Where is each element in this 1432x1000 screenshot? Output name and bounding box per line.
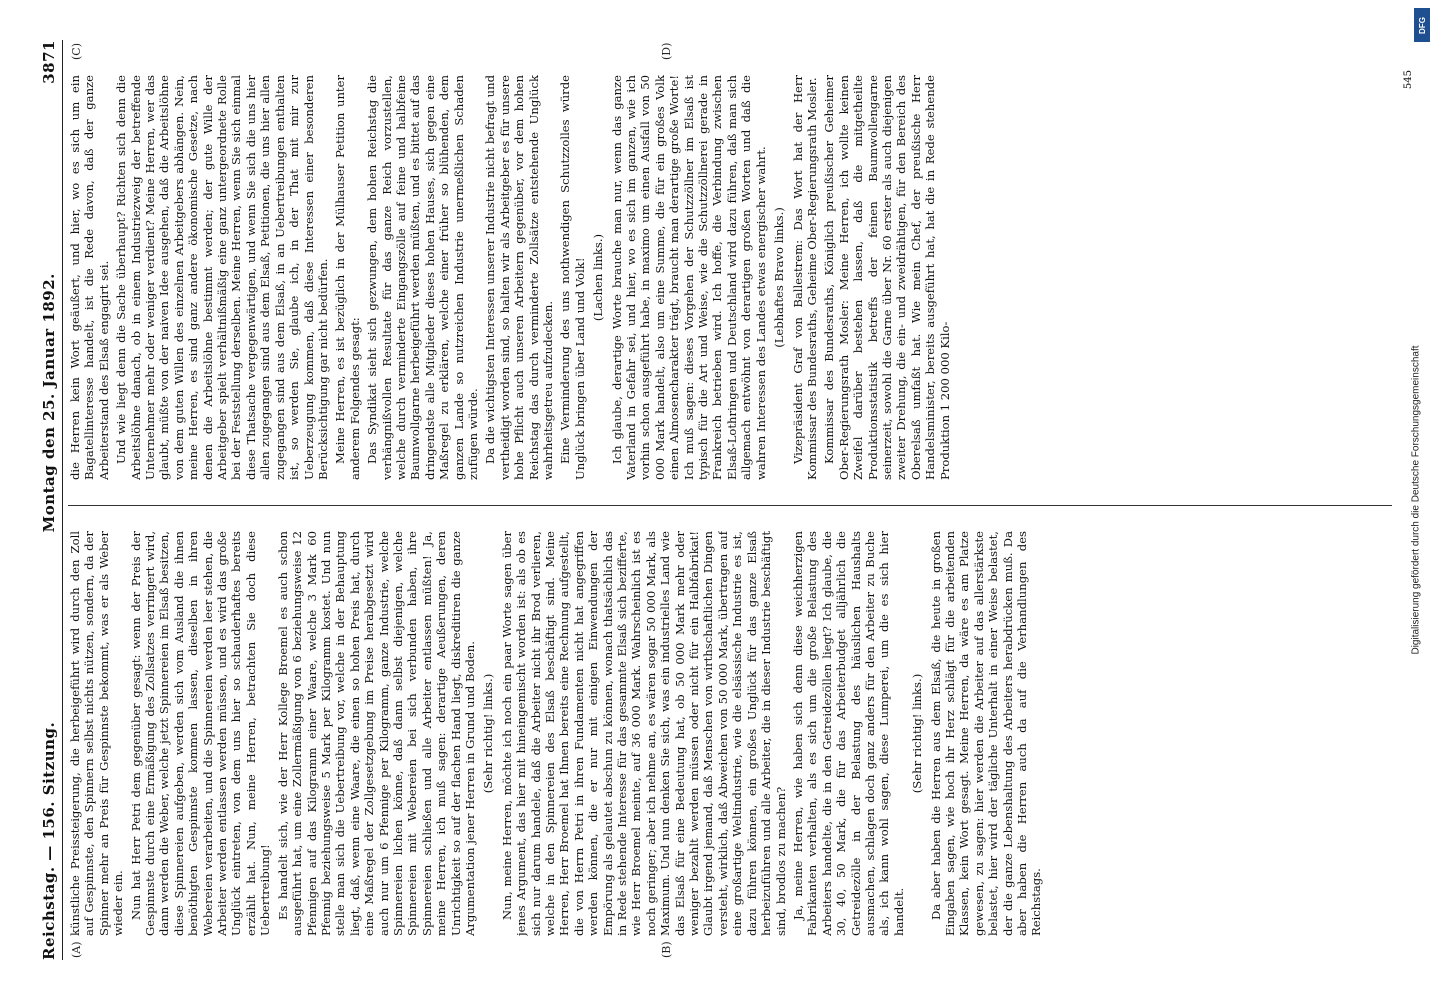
page-header [18, 40, 63, 960]
credit-text: Digitalisierung gefördert durch die Deutsche Forschungsgemeinschaft [1410, 345, 1422, 655]
sheet-number: 545 [1403, 70, 1414, 90]
header-publication: Reichstag. — 156. Sitzung. [40, 721, 58, 960]
right-text-column [68, 75, 1392, 480]
interjection: (Sehr richtig! links.) [481, 673, 496, 794]
digitization-credit [1405, 10, 1427, 990]
paragraph: Ja, meine Herren, wie haben sich denn diese weichherzigen Fabrikanten verhalten, als es sich um die große Belastung des Arbeiters handelte, die in den Getreidezöllen liegt? Ich glaube, die 30, 40, 50 Mark, die für das Arbeiterbudget alljährlich die Getreidezölle in der Belastung des häuslichen Haushalts ausmachen, schlagen doch ganz anders für den Arbeiter zu Buche als, ich kann wohl sagen, diese Lumperei, um die es sich hier handelt. [790, 531, 906, 936]
margin-mark-b: (B) [660, 941, 673, 958]
paragraph: Es handelt sich, wie der Herr Kollege Broemel es auch schon ausgeführt hat, um eine Zollermäßigung von 6 beziehungsweise 12 Pfennigen auf das Kilogramm einer Waare, welche 3 Mark 60 Pfennig beziehungsweise 5 Mark per Kilogramm kostet. Und nun stelle man sich die Uebertreibung vor, welche in der Behauptung liegt, daß, wenn eine Waare, die einen so hohen Preis hat, durch eine Maßregel der Zollgesetzgebung im Preise herabgesetzt wird auch nur um 6 Pfennige per Kilogramm, ganze Industrie, welche Spinnereien lichen könne, daß dann selbst diejenigen, welche Spinnereien mit Webereien bei sich verbunden haben, ihre Spinnereien schließen und alle Arbeiter entlassen müßten! Ja, meine Herren, ich muß sagen: derartige Aeußerungen, deren Unrichtigkeit so auf der flachen Hand liegt, diskreditiren die ganze Argumentation jener Herren in Grund und Boden. [275, 531, 477, 936]
dfg-logo [1414, 8, 1430, 42]
header-page-number: 3871 [40, 40, 58, 84]
paragraph: Meine Herren, es ist bezüglich in der Mülhauser Petition unter anderem Folgendes gesagt: [333, 75, 362, 480]
paragraph: Ich glaube, derartige Worte brauche man nur, wenn das ganze Vaterland in Gefahr sei, und hier, wo es sich im ganzen, wie ich vorhin schon ausgeführt habe, in maximo um einen Ausfall von 50 000 Mark handelt, also um eine Summe, die für ein großes Volk einen Almosencharakter trägt, braucht man derartige große Worte! Ich muß sagen: dieses Vorgehen der Schutzzöllner im Elsaß ist typisch für die Art und Weise, wie die Schutzzöllnerei gerade in Frankreich betrieben wird. Ich hoffe, die Verbindung zwischen Elsaß-Lothringen und Deutschland wird dazu führen, daß man sich allgemach entwöhnt von derartigen großen Worten und daß die wahren Interessen des Landes etwas energischer wahrt. [609, 75, 768, 480]
paragraph: Vizepräsident Graf von Ballestrem: Das Wort hat der Herr Kommissar des Bundesraths, Geheime Ober-Regierungsrath Mosler. [790, 75, 819, 480]
paragraph: künstliche Preissteigerung, die herbeigeführt wird durch den Zoll auf Gespinnste, den Spinnern selbst nichts nützen, sondern, da der Spinner mehr an Preis für Gespinnste bekommt, was er als Weber wieder ein. [68, 531, 126, 936]
quoted-paragraph: Da die wichtigsten Interessen unserer Industrie nicht befragt und vertheidigt worden sind, so halten wir als Arbeitgeber es für unsere hohe Pflicht auch unseren Arbeitern gegenüber, vor dem hohen Reichstag das durch verminderte Zollsätze entstehende Unglück wahrheitsgetreu aufzudecken. [483, 75, 555, 480]
interjection: (Lebhaftes Bravo links.) [772, 207, 787, 348]
interjection: (Sehr richtig! links.) [910, 673, 925, 794]
margin-mark-c: (C) [70, 43, 83, 60]
paragraph: Nun, meine Herren, möchte ich noch ein paar Worte sagen über jenes Argument, das hier mit hineingemischt worden ist: als ob es sich nur darum handele, daß die Arbeiter nicht ihr Brod verlieren, welche in den Spinnereien des Elsaß beschäftigt sind. Meine Herren, Herr Broemel hat Ihnen bereits eine Rechnung aufgestellt, die von Herrn Petri in ihren Fundamenten nicht hat angegriffen werden können, die er nur mit einigen Einwendungen der Empörung als gelautet abschun zu können, wonach thatsächlich das in Rede stehende Interesse für das gesammte Elsaß sich bezifferte, wie Herr Broemel meinte, auf 36 000 Mark. Wahrscheinlich ist es noch geringer; aber ich nehme an, es wären sogar 50 000 Mark, als Maximum. Und nun denken Sie sich, was ein industrielles Land wie das Elsaß für eine Bedeutung hat, ob 50 000 Mark mehr oder weniger bezahlt werden müssen oder nicht für ein Halbfabrikat! Glaubt irgend jemand, daß Menschen von wirthschaftlichen Dingen versteht, wirklich, daß Abweichen von 50 000 Mark, übertragen auf eine großartige Weltindustrie, wie die elsässische Industrie es ist, dazu führen können, ein großes Unglück für das ganze Elsaß herbeizuführen und alle Arbeiter, die in dieser Industrie beschäftigt sind, brodlos zu machen? [499, 531, 788, 936]
margin-mark-d: (D) [660, 42, 673, 60]
paragraph: Da aber haben die Herren aus dem Elsaß, die heute in großen Eingaben sagen, wie hoch ihr Herz schlägt für die arbeitenden Klassen, kein Wort gesagt. Meine Herren, da wäre es am Platze gewesen, zu sagen: hier werden die Arbeiter auf das allerstärkste belastet, hier wird der tägliche Unterhalt in einer Weise belastet, der die ganze Lebenshaltung des Arbeiters herabdrücken muß. Da aber haben die Herren auch da auf die Verhandlungen des Reichstags. [928, 531, 1044, 936]
header-date: Montag den 25. Januar 1892. [40, 273, 58, 533]
left-text-column [68, 531, 1392, 936]
paragraph: Und wie liegt denn die Sache überhaupt? Richten sich denn die Arbeitslöhne danach, ob in einem Industriezweig der betreffende Unternehmer mehr oder weniger verdient? Meine Herren, wer das glaubt, müßte von der naiven Idee ausgehen, daß die Arbeitslöhne von dem guten Willen des einzelnen Arbeitgebers abhängen. Nein, meine Herren, es sind ganz andere ökonomische Gesetze, nach denen die Arbeitslöhne bestimmt werden; der gute Wille der Arbeitgeber spielt verhältnißmäßig eine ganz untergeordnete Rolle bei der Feststellung derselben. Meine Herren, wenn Sie sich einmal diese Thatsache vergegenwärtigen, und wenn Sie sich die uns hier allen zugegangen sind aus dem Elsaß, Petitionen, die uns hier allen zugegangen sind aus dem Elsaß, in an Uebertreibungen enthalten ist, so werden Sie, glaube ich, in der That mit mir zur Ueberzeugung kommen, daß diese Interessen einer besonderen Berücksichtigung gar nicht bedürfen. [114, 75, 330, 480]
dfg-logo-text: DFG [1417, 16, 1427, 34]
paragraph: Nun hat Herr Petri dem gegenüber gesagt: wenn der Preis der Gespinnste durch eine Ermäßigung des Zollsatzes verringert wird, dann werden die Weber, welche jetzt Spinnereien im Elsaß besitzen, diese Spinnereien aufgeben, werden sich vom Ausland die ihnen benöthigten Gespinnste kommen lassen, dieselben in ihren Webereien verarbeiten, und die Spinnereien werden leer stehen, die Arbeiter werden entlassen werden müssen, und es wird das große Unglück eintreten, von dem uns hier so schauderhaftes bereits erzählt hat. Nun, meine Herren, betrachten Sie doch diese Uebertreibung! [128, 531, 273, 936]
interjection: (Lachen links.) [591, 233, 606, 322]
paragraph: die Herren kein Wort geäußert, und hier, wo es sich um ein Bagatellinteresse handelt, ist die Rede davon, daß der ganze Arbeiterstand des Elsaß engagirt sei. [68, 75, 111, 480]
paragraph: Kommissar des Bundesraths, Königlich preußischer Geheimer Ober-Regierungsrath Mosler: Meine Herren, ich wollte keinen Zweifel darüber bestehen lassen, daß die mitgetheilte Produktionsstatistik betreffs der feinen Baumwollengarne seinerzeit, sowohl die Garne über Nr. 60 erster als auch diejenigen zweiter Drehung, die ein- und zweidrähtigen, für den Bereich des Oberelsaß umfaßt hat. Wie mein Chef, der preußische Herr Handelsminister, bereits ausgeführt hat, hat die in Rede stehende Produktion 1 200 000 Kilo- [822, 75, 952, 480]
column-divider [68, 505, 1392, 506]
margin-mark-a: (A) [70, 941, 83, 958]
quoted-paragraph: Das Syndikat sieht sich gezwungen, dem hohen Reichstag die verhängnißvollen Resultate für das ganze Reich vorzustellen, welche durch verminderte Eingangszölle auf feine und halbfeine Baumwollgarne herbeigeführt werden müßten, und es bittet auf das dringendste alle Mitglieder dieses hohen Hauses, sich gegen eine Maßregel zu erklären, welche einer früher so blühenden, dem ganzen Lande so nutzreichen Industrie unermeßlichen Schaden zufügen würde. [365, 75, 480, 480]
quoted-paragraph: Eine Verminderung des uns nothwendigen Schutzzolles würde Unglück bringen über Land und Volk! [558, 75, 587, 480]
